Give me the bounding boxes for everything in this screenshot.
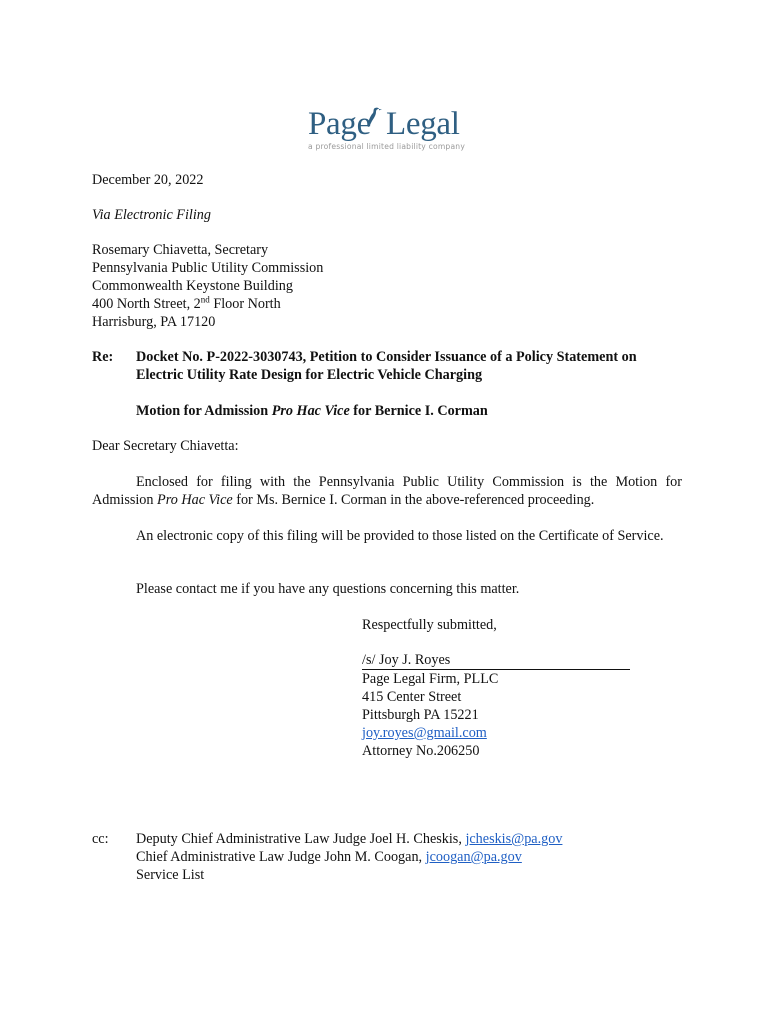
signature-line: /s/ Joy J. Royes (362, 651, 630, 670)
recipient-street: 400 North Street, 2nd Floor North (92, 294, 281, 312)
cc-label: cc: (92, 831, 109, 847)
recipient-address (92, 241, 323, 331)
re-motion-title: Motion for Admission Pro Hac Vice for Bernice I. Corman (136, 403, 488, 419)
heron-bird-icon (364, 106, 382, 128)
re-label: Re: (92, 349, 114, 365)
signature-email-row (362, 724, 630, 742)
body-paragraph-2: An electronic copy of this filing will be provided to those listed on the Certificate of Service. (136, 528, 664, 544)
signature-firm: Page Legal Firm, PLLC (362, 671, 499, 687)
re-subject-line-1: Docket No. P-2022-3030743, Petition to Consider Issuance of a Policy Statement on (136, 349, 637, 365)
logo-word-legal: Legal (386, 106, 460, 142)
cc-recipient-1: Deputy Chief Administrative Law Judge Joel H. Cheskis, jcheskis@pa.gov (136, 831, 563, 847)
cc-list (136, 830, 562, 884)
cc-recipient-2: Chief Administrative Law Judge John M. Coogan, jcoogan@pa.gov (136, 849, 522, 865)
salutation: Dear Secretary Chiavetta: (92, 438, 239, 454)
signature-block (362, 651, 630, 760)
attorney-number: Attorney No.206250 (362, 743, 480, 759)
closing: Respectfully submitted, (362, 617, 497, 633)
signature-email-link[interactable]: joy.royes@gmail.com (362, 725, 487, 741)
recipient-organization: Pennsylvania Public Utility Commission (92, 260, 324, 276)
page-legal-logo (304, 104, 469, 156)
re-subject-line-2: Electric Utility Rate Design for Electric Vehicle Charging (136, 367, 483, 383)
logo-tagline: a professional limited liability company (308, 142, 466, 151)
body-paragraph-1: Enclosed for filing with the Pennsylvania Public Utility Commission is the Motion for Admission Pro Hac Vice for Ms. Bernice I. Corman in the above-referenced proceeding. (92, 474, 682, 508)
recipient-city: Harrisburg, PA 17120 (92, 314, 216, 330)
cc-email-link-1[interactable]: jcheskis@pa.gov (465, 831, 563, 847)
letter-date: December 20, 2022 (92, 172, 204, 188)
logo-word-page: Page (308, 106, 371, 142)
re-subject (136, 348, 682, 384)
signature-street: 415 Center Street (362, 689, 462, 705)
cc-recipient-3: Service List (136, 867, 205, 883)
cc-email-link-2[interactable]: jcoogan@pa.gov (425, 849, 522, 865)
body-paragraph-3: Please contact me if you have any questions concerning this matter. (136, 581, 520, 597)
delivery-method: Via Electronic Filing (92, 207, 211, 223)
signature-city: Pittsburgh PA 15221 (362, 707, 479, 723)
recipient-building: Commonwealth Keystone Building (92, 278, 293, 294)
recipient-name: Rosemary Chiavetta, Secretary (92, 242, 269, 258)
